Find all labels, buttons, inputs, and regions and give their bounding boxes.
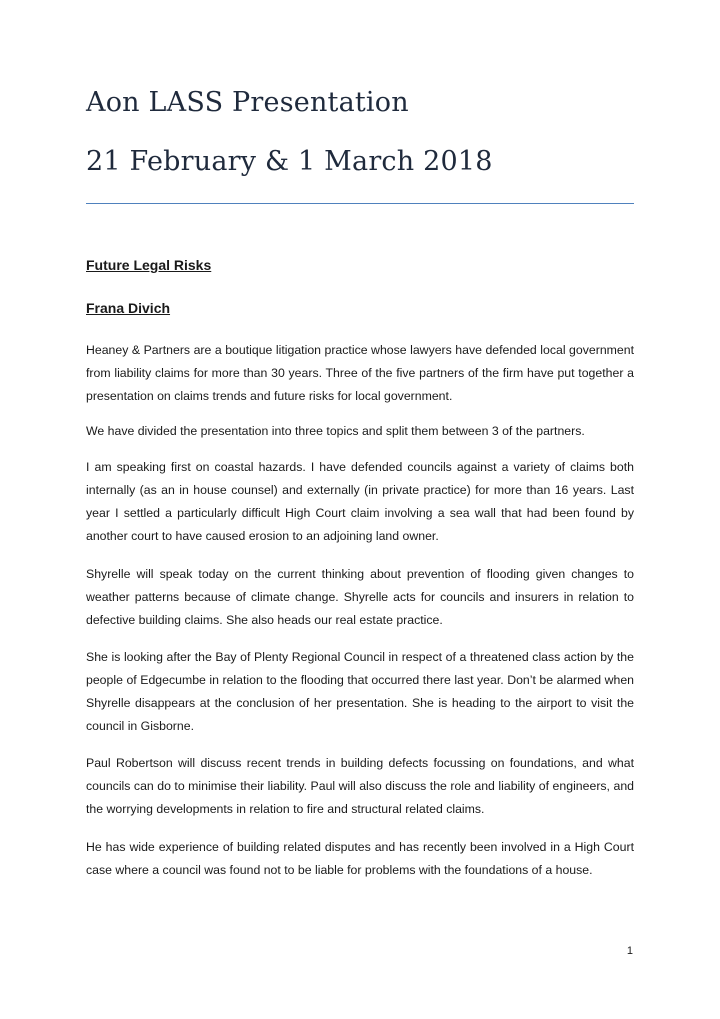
paragraph-coastal-hazards: I am speaking first on coastal hazards. I have defended councils against a variety of claims both internally (as an in house counsel) and externally (in private practice) for more than 16 years. Last year I settled a particularly difficult High Court claim involving a sea wall that had been found by another court to have caused erosion to an adjoining land owner. <box>86 460 634 543</box>
paragraph-high-court: He has wide experience of building related disputes and has recently been involved in a High Court case where a council was found not to be liable for problems with the foundations of a house. <box>86 840 634 877</box>
topic-heading: Future Legal Risks <box>86 257 212 273</box>
page-number: 1 <box>626 945 633 957</box>
document-title: Aon LASS Presentation <box>86 87 409 118</box>
paragraph-paul-robertson: Paul Robertson will discuss recent trends in building defects focussing on foundations, and what councils can do to minimise their liability. Paul will also discuss the role and liability of engineers, and the worrying developments in relation to fire and structural related claims. <box>86 756 634 816</box>
author-heading: Frana Divich <box>86 300 171 316</box>
document-date: 21 February & 1 March 2018 <box>86 146 493 177</box>
paragraph-intro: Heaney & Partners are a boutique litigation practice whose lawyers have defended local government from liability claims for more than 30 years. Three of the five partners of the firm have put together a presentation on claims trends and future risks for local government. <box>86 343 634 403</box>
title-divider <box>86 203 634 204</box>
paragraph-bay-of-plenty: She is looking after the Bay of Plenty Regional Council in respect of a threatened class action by the people of Edgecumbe in relation to the flooding that occurred there last year. Don’t be alarmed when Shyrelle disappears at the conclusion of her presentation. She is heading to the airport to visit the council in Gisborne. <box>86 650 634 733</box>
paragraph-topics: We have divided the presentation into three topics and split them between 3 of the partners. <box>86 424 585 438</box>
paragraph-shyrelle-flooding: Shyrelle will speak today on the current thinking about prevention of flooding given changes to weather patterns because of climate change. Shyrelle acts for councils and insurers in relation to defective building claims. She also heads our real estate practice. <box>86 567 634 627</box>
